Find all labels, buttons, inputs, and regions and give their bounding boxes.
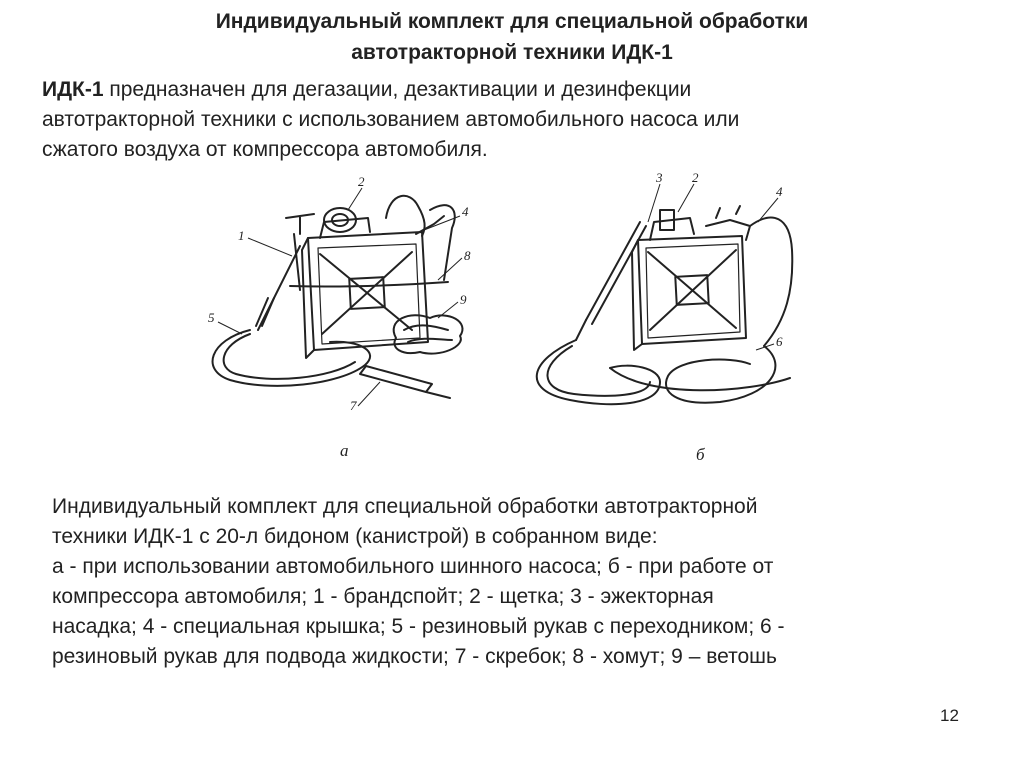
panel-a-letter: а <box>340 441 349 460</box>
idk-1-illustration <box>190 170 810 470</box>
intro-line-2: автотракторной техники с использованием автомобильного насоса или <box>42 108 740 131</box>
callout-a-5: 5 <box>208 310 215 325</box>
hose-b <box>537 340 660 404</box>
scraper-a <box>360 366 432 392</box>
panel-a-drawing <box>213 196 463 398</box>
intro-paragraph <box>42 75 1002 165</box>
leader-lines <box>218 184 778 406</box>
nozzle-a <box>258 246 300 330</box>
callout-a-9: 9 <box>460 292 467 307</box>
intro-line-1-text: предназначен для дегазации, дезактивации и дезинфекции <box>103 78 692 101</box>
title-line-1: Индивидуальный комплект для специальной обработки <box>215 10 809 33</box>
callout-a-8: 8 <box>464 248 471 263</box>
cap-b <box>706 206 750 240</box>
intro-line-3: сжатого воздуха от компрессора автомобиля. <box>42 138 488 161</box>
callout-b-6: 6 <box>776 334 783 349</box>
page-number: 12 <box>940 706 959 725</box>
callout-a-4: 4 <box>462 204 469 219</box>
caption-line-3: а - при использовании автомобильного шинного насоса; б - при работе от <box>52 555 774 578</box>
callout-b-4: 4 <box>776 184 783 199</box>
caption-line-6: резиновый рукав для подвода жидкости; 7 - скребок; 8 - хомут; 9 – ветошь <box>52 645 777 668</box>
callout-a-7: 7 <box>350 398 357 413</box>
callout-a-1: 1 <box>238 228 245 243</box>
panel-b-drawing <box>537 206 793 404</box>
callout-a-2: 2 <box>358 174 365 189</box>
caption-line-4: компрессора автомобиля; 1 - брандспойт; 2 - щетка; 3 - эжекторная <box>52 585 714 608</box>
panel-b-letter: б <box>696 445 705 464</box>
figure-caption <box>52 492 982 672</box>
intro-line-1 <box>42 75 1002 105</box>
caption-line-5: насадка; 4 - специальная крышка; 5 - резиновый рукав с переходником; 6 - <box>52 615 785 638</box>
title-line-2: автотракторной техники ИДК-1 <box>351 41 673 64</box>
intro-term: ИДК-1 <box>42 78 104 101</box>
callout-b-2: 2 <box>692 170 699 185</box>
ejector-b <box>586 222 646 324</box>
caption-line-1: Индивидуальный комплект для специальной обработки автотракторной <box>52 495 758 518</box>
caption-line-2: техники ИДК-1 с 20-л бидоном (канистрой) в собранном виде: <box>52 525 658 548</box>
slide-title <box>0 6 1024 68</box>
callout-b-3: 3 <box>656 170 663 185</box>
